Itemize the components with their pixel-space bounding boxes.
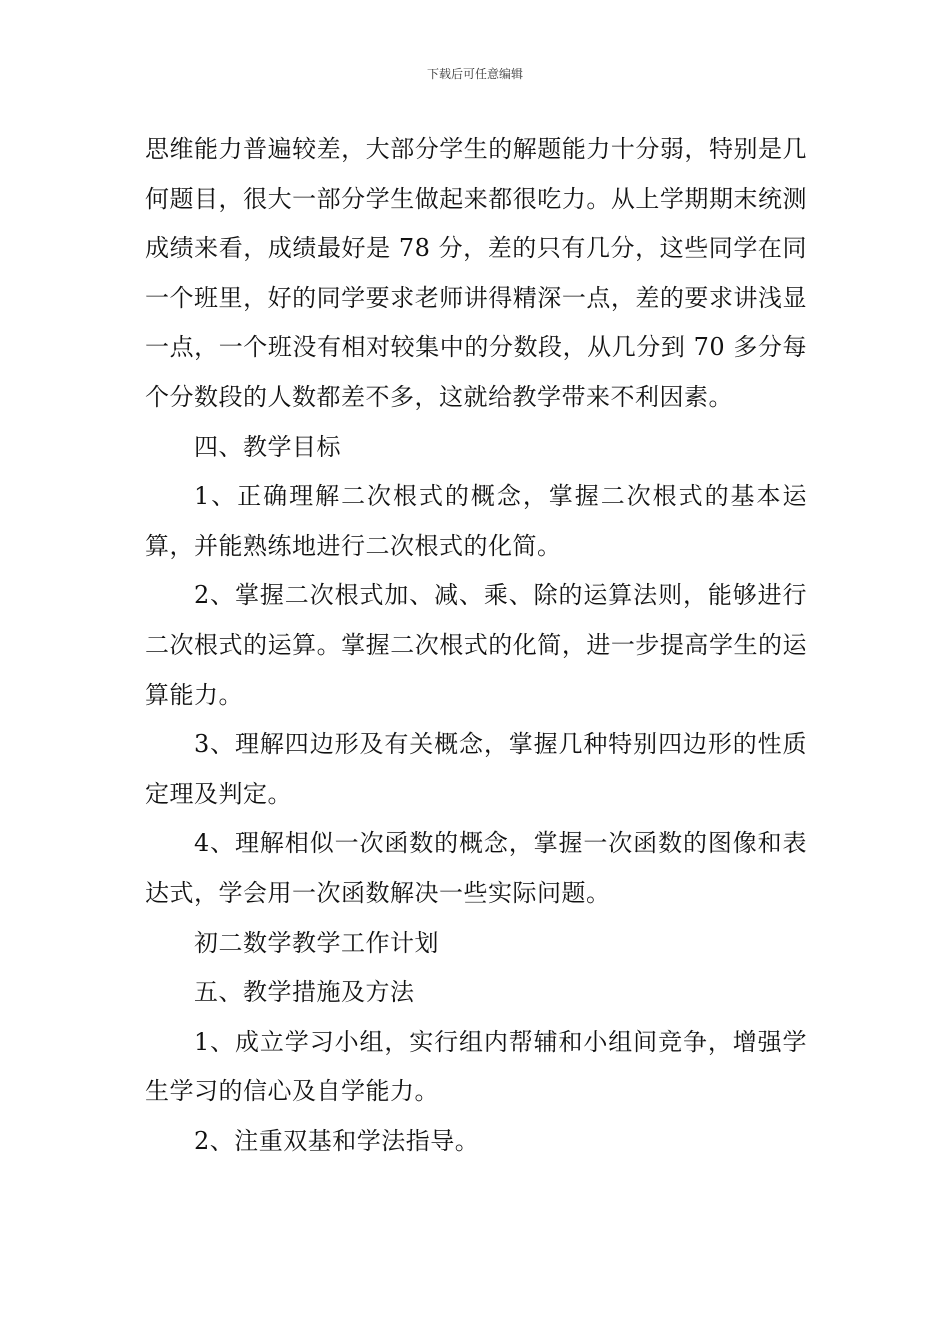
paragraph-student-ability: 思维能力普遍较差，大部分学生的解题能力十分弱，特别是几何题目，很大一部分学生做起来都很吃力。从上学期期末统测成绩来看，成绩最好是 78 分，差的只有几分，这些同学在同一个班里，好的同学要求老师讲得精深一点，差的要求讲浅显一点，一个班没有相对较集中的分数段，从几分到 70 多分每个分数段的人数都差不多，这就给教学带来不利因素。 [145,135,807,411]
goal-item-4: 4、理解相似一次函数的概念，掌握一次函数的图像和表达式，学会用一次函数解决一些实际问题。 [145,829,807,907]
measure-item-2: 2、注重双基和学法指导。 [194,1126,480,1155]
heading-teaching-measures: 五、教学措施及方法 [194,978,415,1007]
heading-teaching-goals: 四、教学目标 [194,432,341,461]
goal-item-2: 2、掌握二次根式加、减、乘、除的运算法则，能够进行二次根式的运算。掌握二次根式的化简，进一步提高学生的运算能力。 [145,581,807,709]
page-header: 下载后可任意编辑 [426,67,523,81]
measure-item-1: 1、成立学习小组，实行组内帮辅和小组间竞争，增强学生学习的信心及自学能力。 [145,1027,807,1106]
goal-item-3: 3、理解四边形及有关概念，掌握几种特别四边形的性质定理及判定。 [145,730,807,808]
plan-title: 初二数学教学工作计划 [194,928,439,957]
goal-item-1: 1、正确理解二次根式的概念，掌握二次根式的基本运算，并能熟练地进行二次根式的化简。 [145,482,807,560]
document-body [145,125,807,1166]
